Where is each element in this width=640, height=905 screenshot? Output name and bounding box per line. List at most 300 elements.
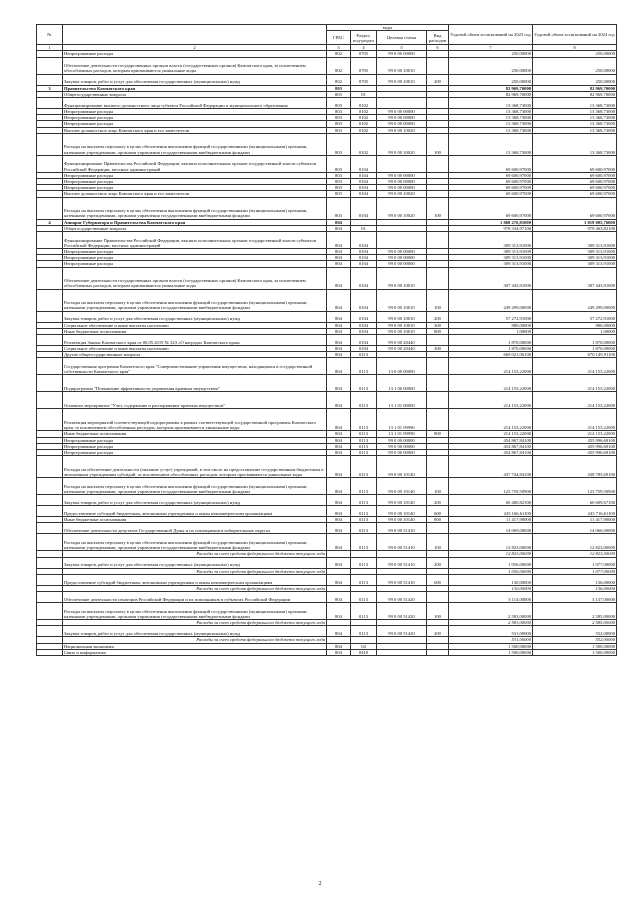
row-name: Связь и информатика [63, 649, 327, 655]
row-amount-2024: 309 313,91000 [533, 255, 617, 261]
row-amount-2024: 214 153,22000 [533, 358, 617, 375]
row-name: Другие общегосударственные вопросы [63, 352, 327, 358]
row-razdel: 0113 [351, 392, 377, 409]
row-name: Аппарат Губернатора и Правительства Камчатского края [63, 219, 327, 225]
row-amount-2024: 455 996,69100 [533, 437, 617, 443]
colnum: 8 [533, 45, 617, 51]
row-amount-2024: 136,00000 [533, 585, 617, 591]
row-vr [427, 523, 449, 534]
row-amount-2023: 454 867,84100 [449, 437, 533, 443]
row-name: Непрограммные расходы [63, 249, 327, 255]
row-name: Расходы на выплаты персоналу в целях обеспечения выполнения функций государственными (муниципальными) органами, казенными учреждениями, органами управления государственными внебюджетными фондами [63, 534, 327, 551]
row-name: Обеспечение деятельности государственных органов власти (государственных органов) Камчатского края, за исключением обособленных расходов, которым присваиваются уникальные коды [63, 267, 327, 289]
row-name: Непрограммные расходы [63, 185, 327, 191]
row-csr: 99 0 00 00000 [377, 437, 427, 443]
row-csr: 13 1 01 00000 [377, 392, 427, 409]
row-number [37, 57, 63, 74]
row-csr: 99 0 00 00000 [377, 172, 427, 178]
row-grbs: 803 [327, 155, 351, 172]
row-grbs: 804 [327, 431, 351, 437]
row-amount-2024: 1 500,00000 [533, 649, 617, 655]
row-number [37, 232, 63, 249]
row-amount-2023: 250,00000 [449, 57, 533, 74]
row-csr: 99 0 00 00000 [377, 261, 427, 267]
header-vr: Вид расходов [427, 31, 449, 45]
row-razdel: 0113 [351, 409, 377, 431]
row-grbs: 804 [327, 649, 351, 655]
row-grbs: 803 [327, 191, 351, 197]
row-amount-2023: 214 153,22000 [449, 358, 533, 375]
row-amount-2023: 69 600,97000 [449, 191, 533, 197]
row-amount-2024: 60 609,67100 [533, 495, 617, 506]
row-vr: 300 [427, 322, 449, 328]
row-name: Расходы за счет средств федерального бюджета текущего года [63, 568, 327, 574]
row-amount-2023: 531,00000 [449, 637, 533, 643]
row-amount-2024: 249 299,00000 [533, 289, 617, 311]
row-grbs: 804 [327, 443, 351, 449]
row-name: Закупка товаров, работ и услуг для обеспечения государственных (муниципальных) нужд [63, 626, 327, 637]
row-amount-2023: 249 299,00000 [449, 289, 533, 311]
row-vr: 200 [427, 311, 449, 322]
row-razdel: 0104 [351, 232, 377, 249]
row-grbs: 804 [327, 626, 351, 637]
row-csr: 99 0 00 10010 [377, 322, 427, 328]
row-csr: 13 1 00 00000 [377, 375, 427, 392]
row-razdel: 0104 [351, 311, 377, 322]
row-amount-2024: 123 759,50900 [533, 478, 617, 495]
row-grbs: 803 [327, 98, 351, 109]
header-2024: Годовой объем ассигнований на 2024 год [533, 25, 617, 45]
row-amount-2023: 13 368,73000 [449, 121, 533, 127]
row-amount-2024: 2 585,00000 [533, 620, 617, 626]
row-amount-2023: 250,00000 [449, 74, 533, 85]
table-row [37, 478, 617, 495]
row-name: Расходы на обеспечение деятельности (оказание услуг) учреждений, в том числе на предоставление государственным бюджетным и автономным учреждениям субсидий, за исключением обособленных расходов, которым присваиваются уникальные коды [63, 456, 327, 478]
row-name: Непрограммные расходы [63, 109, 327, 115]
row-razdel: 0104 [351, 172, 377, 178]
row-csr [377, 98, 427, 109]
row-name: Расходы на выплаты персоналу в целях обеспечения выполнения функций государственными (муниципальными) органами, казенными учреждениями, органами управления государственными внебюджетными фондами [63, 133, 327, 155]
row-number [37, 289, 63, 311]
row-vr [427, 335, 449, 346]
row-amount-2023: 1 068 276,81000 [449, 219, 533, 225]
table-row [37, 557, 617, 568]
row-name: Расходы за счет средств федерального бюджета текущего года [63, 637, 327, 643]
row-grbs: 804 [327, 392, 351, 409]
header-csr: Целевая статья [377, 31, 427, 45]
row-amount-2023: 2 583,00000 [449, 603, 533, 620]
row-vr [427, 375, 449, 392]
row-grbs: 804 [327, 232, 351, 249]
row-vr [427, 649, 449, 655]
row-grbs: 803 [327, 85, 351, 91]
row-amount-2023: 309 313,91000 [449, 249, 533, 255]
row-amount-2023: 13 368,73000 [449, 127, 533, 133]
row-amount-2024: 69 600,97000 [533, 185, 617, 191]
row-name: Непрограммные расходы [63, 115, 327, 121]
row-razdel: 0102 [351, 133, 377, 155]
row-csr [377, 649, 427, 655]
row-number [37, 506, 63, 517]
colnum: 1 [37, 45, 63, 51]
row-amount-2024: 309 313,91000 [533, 249, 617, 255]
row-amount-2024: 214 153,22000 [533, 375, 617, 392]
row-razdel: 0705 [351, 57, 377, 74]
row-number [37, 267, 63, 289]
row-name: Функционирование высшего должностного лица субъекта Российской Федерации и муниципального образования [63, 98, 327, 109]
row-amount-2023: 69 600,97000 [449, 172, 533, 178]
colnum: 6 [427, 45, 449, 51]
row-vr [427, 358, 449, 375]
row-razdel: 0104 [351, 261, 377, 267]
row-razdel: 0104 [351, 267, 377, 289]
row-vr [427, 267, 449, 289]
row-amount-2023: 2 583,00000 [449, 620, 533, 626]
row-amount-2024: 69 600,97000 [533, 197, 617, 219]
row-number [37, 649, 63, 655]
row-number [37, 74, 63, 85]
row-razdel: 0113 [351, 534, 377, 551]
row-amount-2024: 250,00000 [533, 74, 617, 85]
row-csr: 99 0 00 10140 [377, 456, 427, 478]
row-razdel: 0113 [351, 431, 377, 437]
row-name: Расходы за счет средств федерального бюджета текущего года [63, 620, 327, 626]
row-vr: 200 [427, 74, 449, 85]
row-razdel: 0113 [351, 456, 377, 478]
row-csr: 99 0 00 51410 [377, 557, 427, 568]
row-amount-2023: 57 272,91000 [449, 311, 533, 322]
row-csr: 99 0 00 10140 [377, 495, 427, 506]
row-name: Непрограммные расходы [63, 450, 327, 456]
row-amount-2024: 136,00000 [533, 574, 617, 585]
row-csr: 99 0 00 00000 [377, 179, 427, 185]
row-razdel: 0104 [351, 289, 377, 311]
row-amount-2024: 69 600,97000 [533, 179, 617, 185]
row-razdel: 0113 [351, 443, 377, 449]
row-csr: 99 0 00 51410 [377, 574, 427, 585]
row-amount-2023: 130,00000 [449, 585, 533, 591]
row-amount-2024: 250,00000 [533, 51, 617, 57]
row-grbs: 804 [327, 592, 351, 603]
row-razdel: 0113 [351, 358, 377, 375]
row-amount-2023: 12 823,00000 [449, 534, 533, 551]
row-grbs: 802 [327, 74, 351, 85]
header-grbs: ГРБС [327, 31, 351, 45]
table-row [37, 335, 617, 346]
row-number [37, 495, 63, 506]
table-body [37, 51, 617, 656]
row-name: Закупка товаров, работ и услуг для обеспечения государственных (муниципальных) нужд [63, 74, 327, 85]
row-grbs: 803 [327, 121, 351, 127]
row-name: Предоставление субсидий бюджетным, автономным учреждениям и иным некоммерческим организациям [63, 506, 327, 517]
row-grbs: 804 [327, 450, 351, 456]
row-name: Непрограммные расходы [63, 261, 327, 267]
row-amount-2024: 214 153,22000 [533, 409, 617, 431]
row-grbs: 804 [327, 375, 351, 392]
row-amount-2023: 13 368,73000 [449, 133, 533, 155]
row-amount-2024: 13 368,73000 [533, 109, 617, 115]
table-row [37, 133, 617, 155]
row-razdel: 0113 [351, 523, 377, 534]
row-name: Общегосударственные вопросы [63, 225, 327, 231]
row-amount-2024: 1 019 005,76000 [533, 219, 617, 225]
row-amount-2023: 214 153,22000 [449, 431, 533, 437]
row-razdel: 0113 [351, 506, 377, 517]
row-number [37, 626, 63, 637]
table-row [37, 649, 617, 655]
row-grbs: 802 [327, 57, 351, 74]
row-vr [427, 456, 449, 478]
row-amount-2023: 214 153,22000 [449, 409, 533, 431]
row-amount-2023: 69 600,97000 [449, 155, 533, 172]
row-amount-2024: 309 313,91000 [533, 232, 617, 249]
row-csr: 99 0 00 10140 [377, 517, 427, 523]
table-row [37, 409, 617, 431]
row-csr: 99 0 00 10010 [377, 267, 427, 289]
colnum: 4 [351, 45, 377, 51]
row-razdel: 0113 [351, 495, 377, 506]
row-amount-2024: 13 368,73000 [533, 115, 617, 121]
row-amount-2024: 214 153,22000 [533, 392, 617, 409]
row-razdel: 01 [351, 91, 377, 97]
row-name: Закупка товаров, работ и услуг для обеспечения государственных (муниципальных) нужд [63, 495, 327, 506]
row-vr: 800 [427, 517, 449, 523]
row-number [37, 478, 63, 495]
row-amount-2023: 1 056,00000 [449, 568, 533, 574]
row-vr [427, 409, 449, 431]
row-csr: 99 0 00 00000 [377, 249, 427, 255]
row-grbs: 804 [327, 478, 351, 495]
row-grbs: 804 [327, 643, 351, 649]
row-vr: 100 [427, 478, 449, 495]
row-grbs: 803 [327, 133, 351, 155]
row-number [37, 335, 63, 346]
row-amount-2024: 552,00000 [533, 626, 617, 637]
budget-document [36, 24, 616, 656]
row-grbs: 804 [327, 255, 351, 261]
row-csr: 99 0 00 51410 [377, 534, 427, 551]
row-grbs: 804 [327, 574, 351, 585]
table-row [37, 358, 617, 375]
row-razdel: 0113 [351, 517, 377, 523]
row-grbs: 804 [327, 358, 351, 375]
row-name: Подпрограмма "Повышение эффективности управления краевым имуществом" [63, 375, 327, 392]
row-grbs: 803 [327, 91, 351, 97]
row-grbs: 803 [327, 109, 351, 115]
row-number [37, 592, 63, 603]
row-razdel: 0113 [351, 375, 377, 392]
row-csr: 99 0 00 10140 [377, 478, 427, 495]
row-grbs: 804 [327, 534, 351, 551]
table-row [37, 57, 617, 74]
row-amount-2024: 12 823,00000 [533, 534, 617, 551]
row-amount-2024: 1,00000 [533, 328, 617, 334]
row-csr: 99 0 00 00000 [377, 115, 427, 121]
table-row [37, 592, 617, 603]
row-name: Государственная программа Камчатского края "Совершенствование управления имуществом, находящимся в государственной собственности Камчатского края" [63, 358, 327, 375]
row-razdel: 0104 [351, 249, 377, 255]
row-name: Расходы на выплаты персоналу в целях обеспечения выполнения функций государственными (муниципальными) органами, казенными учреждениями, органами управления государственными внебюджетными фондами [63, 603, 327, 620]
row-amount-2023: 82 969,70000 [449, 91, 533, 97]
header-name [63, 25, 327, 45]
row-razdel: 0705 [351, 51, 377, 57]
row-amount-2023: 1,00000 [449, 328, 533, 334]
row-name: Расходы за счет средств федерального бюджета текущего года [63, 551, 327, 557]
row-name: Функционирование Правительства Российской Федерации, высших исполнительных органов государственной власти субъектов Российской Федерации, местных администраций [63, 232, 327, 249]
row-csr: 99 0 00 00000 [377, 443, 427, 449]
row-amount-2024: 57 272,91000 [533, 311, 617, 322]
row-grbs: 803 [327, 172, 351, 178]
header-no: № [37, 25, 63, 45]
row-vr: 600 [427, 506, 449, 517]
row-razdel: 0104 [351, 322, 377, 328]
row-razdel: 0113 [351, 352, 377, 358]
row-number [37, 311, 63, 322]
row-amount-2024: 13 368,73000 [533, 133, 617, 155]
row-amount-2023: 3 114,00000 [449, 592, 533, 603]
table-header [37, 25, 617, 51]
row-vr: 200 [427, 557, 449, 568]
row-grbs: 804 [327, 289, 351, 311]
row-csr: 99 0 00 51410 [377, 523, 427, 534]
row-vr [427, 155, 449, 172]
row-amount-2024: 1 077,00000 [533, 568, 617, 574]
row-amount-2024: 3 137,00000 [533, 592, 617, 603]
row-amount-2023: 978 334,97100 [449, 225, 533, 231]
table-row [37, 392, 617, 409]
row-csr: 99 0 00 10010 [377, 311, 427, 322]
row-number [37, 358, 63, 375]
row-name: Непрограммные расходы [63, 51, 327, 57]
row-amount-2023: 13 368,73000 [449, 98, 533, 109]
row-name: Расходы за счет средств федерального бюджета текущего года [63, 585, 327, 591]
row-number [37, 574, 63, 585]
colnum: 2 [63, 45, 327, 51]
row-amount-2023: 214 153,22000 [449, 375, 533, 392]
row-grbs: 803 [327, 115, 351, 121]
row-csr: 99 0 00 00000 [377, 255, 427, 261]
row-grbs: 804 [327, 219, 351, 225]
row-vr [427, 392, 449, 409]
table-row [37, 495, 617, 506]
row-amount-2024: 1 077,00000 [533, 557, 617, 568]
row-amount-2023: 14 069,00000 [449, 523, 533, 534]
row-vr [427, 592, 449, 603]
row-csr: 99 0 00 20440 [377, 346, 427, 352]
row-vr: 200 [427, 495, 449, 506]
row-amount-2023: 309 313,91000 [449, 255, 533, 261]
row-name: Расходы на выплаты персоналу в целях обеспечения выполнения функций государственными (муниципальными) органами, казенными учреждениями, органами управления государственными внебюджетными фондами [63, 289, 327, 311]
row-number [37, 523, 63, 534]
row-amount-2024: 69 600,97000 [533, 155, 617, 172]
row-number [37, 375, 63, 392]
row-amount-2023: 60 400,82100 [449, 495, 533, 506]
row-csr: 99 0 00 20440 [377, 335, 427, 346]
row-amount-2023: 69 600,97000 [449, 179, 533, 185]
table-row [37, 574, 617, 585]
row-razdel: 0113 [351, 626, 377, 637]
row-name: Обеспечение деятельности сенаторов Российской Федерации и их помощников в субъектах Российской Федерации [63, 592, 327, 603]
row-amount-2023: 309 313,91000 [449, 232, 533, 249]
table-row [37, 289, 617, 311]
row-number [37, 603, 63, 620]
row-name: Непрограммные расходы [63, 437, 327, 443]
row-razdel: 0113 [351, 450, 377, 456]
row-name: Непрограммные расходы [63, 179, 327, 185]
row-amount-2023: 214 153,22000 [449, 392, 533, 409]
colnum: 5 [377, 45, 427, 51]
row-amount-2024: 14 066,00000 [533, 523, 617, 534]
row-amount-2023: 309 313,91000 [449, 261, 533, 267]
row-amount-2024: 13 368,73000 [533, 121, 617, 127]
row-vr [427, 232, 449, 249]
row-name: Высшее должностное лицо Камчатского края и его заместители [63, 191, 327, 197]
row-name: Обеспечение деятельности депутатов Государственной Думы и их помощников в избирательных округах [63, 523, 327, 534]
row-csr: 99 0 00 10020 [377, 191, 427, 197]
row-amount-2023: 1 056,00000 [449, 557, 533, 568]
row-razdel: 0102 [351, 98, 377, 109]
colnum: 7 [449, 45, 533, 51]
row-amount-2023: 531,00000 [449, 626, 533, 637]
table-row [37, 232, 617, 249]
row-amount-2023: 1 500,00000 [449, 643, 533, 649]
row-number [37, 155, 63, 172]
row-razdel: 0113 [351, 437, 377, 443]
row-grbs: 803 [327, 127, 351, 133]
row-amount-2023: 69 600,97000 [449, 185, 533, 191]
row-csr: 99 0 00 51420 [377, 603, 427, 620]
row-amount-2024: 455 996,69100 [533, 450, 617, 456]
row-amount-2024: 12 823,00000 [533, 551, 617, 557]
row-name: Правительство Камчатского края [63, 85, 327, 91]
row-amount-2023: 454 867,84100 [449, 443, 533, 449]
row-name: Общегосударственные вопросы [63, 91, 327, 97]
row-amount-2024: 1 870,00000 [533, 346, 617, 352]
row-amount-2024: 13 368,73000 [533, 127, 617, 133]
row-razdel: 0104 [351, 155, 377, 172]
row-amount-2023: 12 823,00000 [449, 551, 533, 557]
row-razdel: 0104 [351, 179, 377, 185]
row-number [37, 133, 63, 155]
row-amount-2024: 69 600,97000 [533, 172, 617, 178]
row-razdel: 0104 [351, 255, 377, 261]
row-razdel: 0410 [351, 649, 377, 655]
row-amount-2024: 11 417,90000 [533, 517, 617, 523]
row-csr: 99 0 00 10010 [377, 74, 427, 85]
row-name: Социальное обеспечение и иные выплаты населению [63, 322, 327, 328]
row-csr: 99 0 00 10010 [377, 328, 427, 334]
row-csr [377, 155, 427, 172]
row-razdel: 0113 [351, 574, 377, 585]
row-vr: 800 [427, 431, 449, 437]
row-csr: 13 1 01 09990 [377, 409, 427, 431]
row-csr: 99 0 00 10020 [377, 133, 427, 155]
row-csr: 99 0 00 10010 [377, 57, 427, 74]
page-number: 2 [318, 881, 322, 887]
row-amount-2023: 437 744,84100 [449, 456, 533, 478]
row-amount-2024: 979 463,82100 [533, 225, 617, 231]
row-amount-2023: 307 443,91000 [449, 267, 533, 289]
row-csr: 99 0 00 00000 [377, 450, 427, 456]
row-name: Функционирование Правительства Российской Федерации, высших исполнительных органов государственной власти субъектов Российской Федерации, местных администраций [63, 155, 327, 172]
row-number [37, 392, 63, 409]
row-razdel: 0104 [351, 185, 377, 191]
row-name: Непрограммные расходы [63, 172, 327, 178]
table-row [37, 98, 617, 109]
row-amount-2023: 454 867,84100 [449, 450, 533, 456]
row-amount-2023: 69 600,97000 [449, 197, 533, 219]
colnum: 3 [327, 45, 351, 51]
